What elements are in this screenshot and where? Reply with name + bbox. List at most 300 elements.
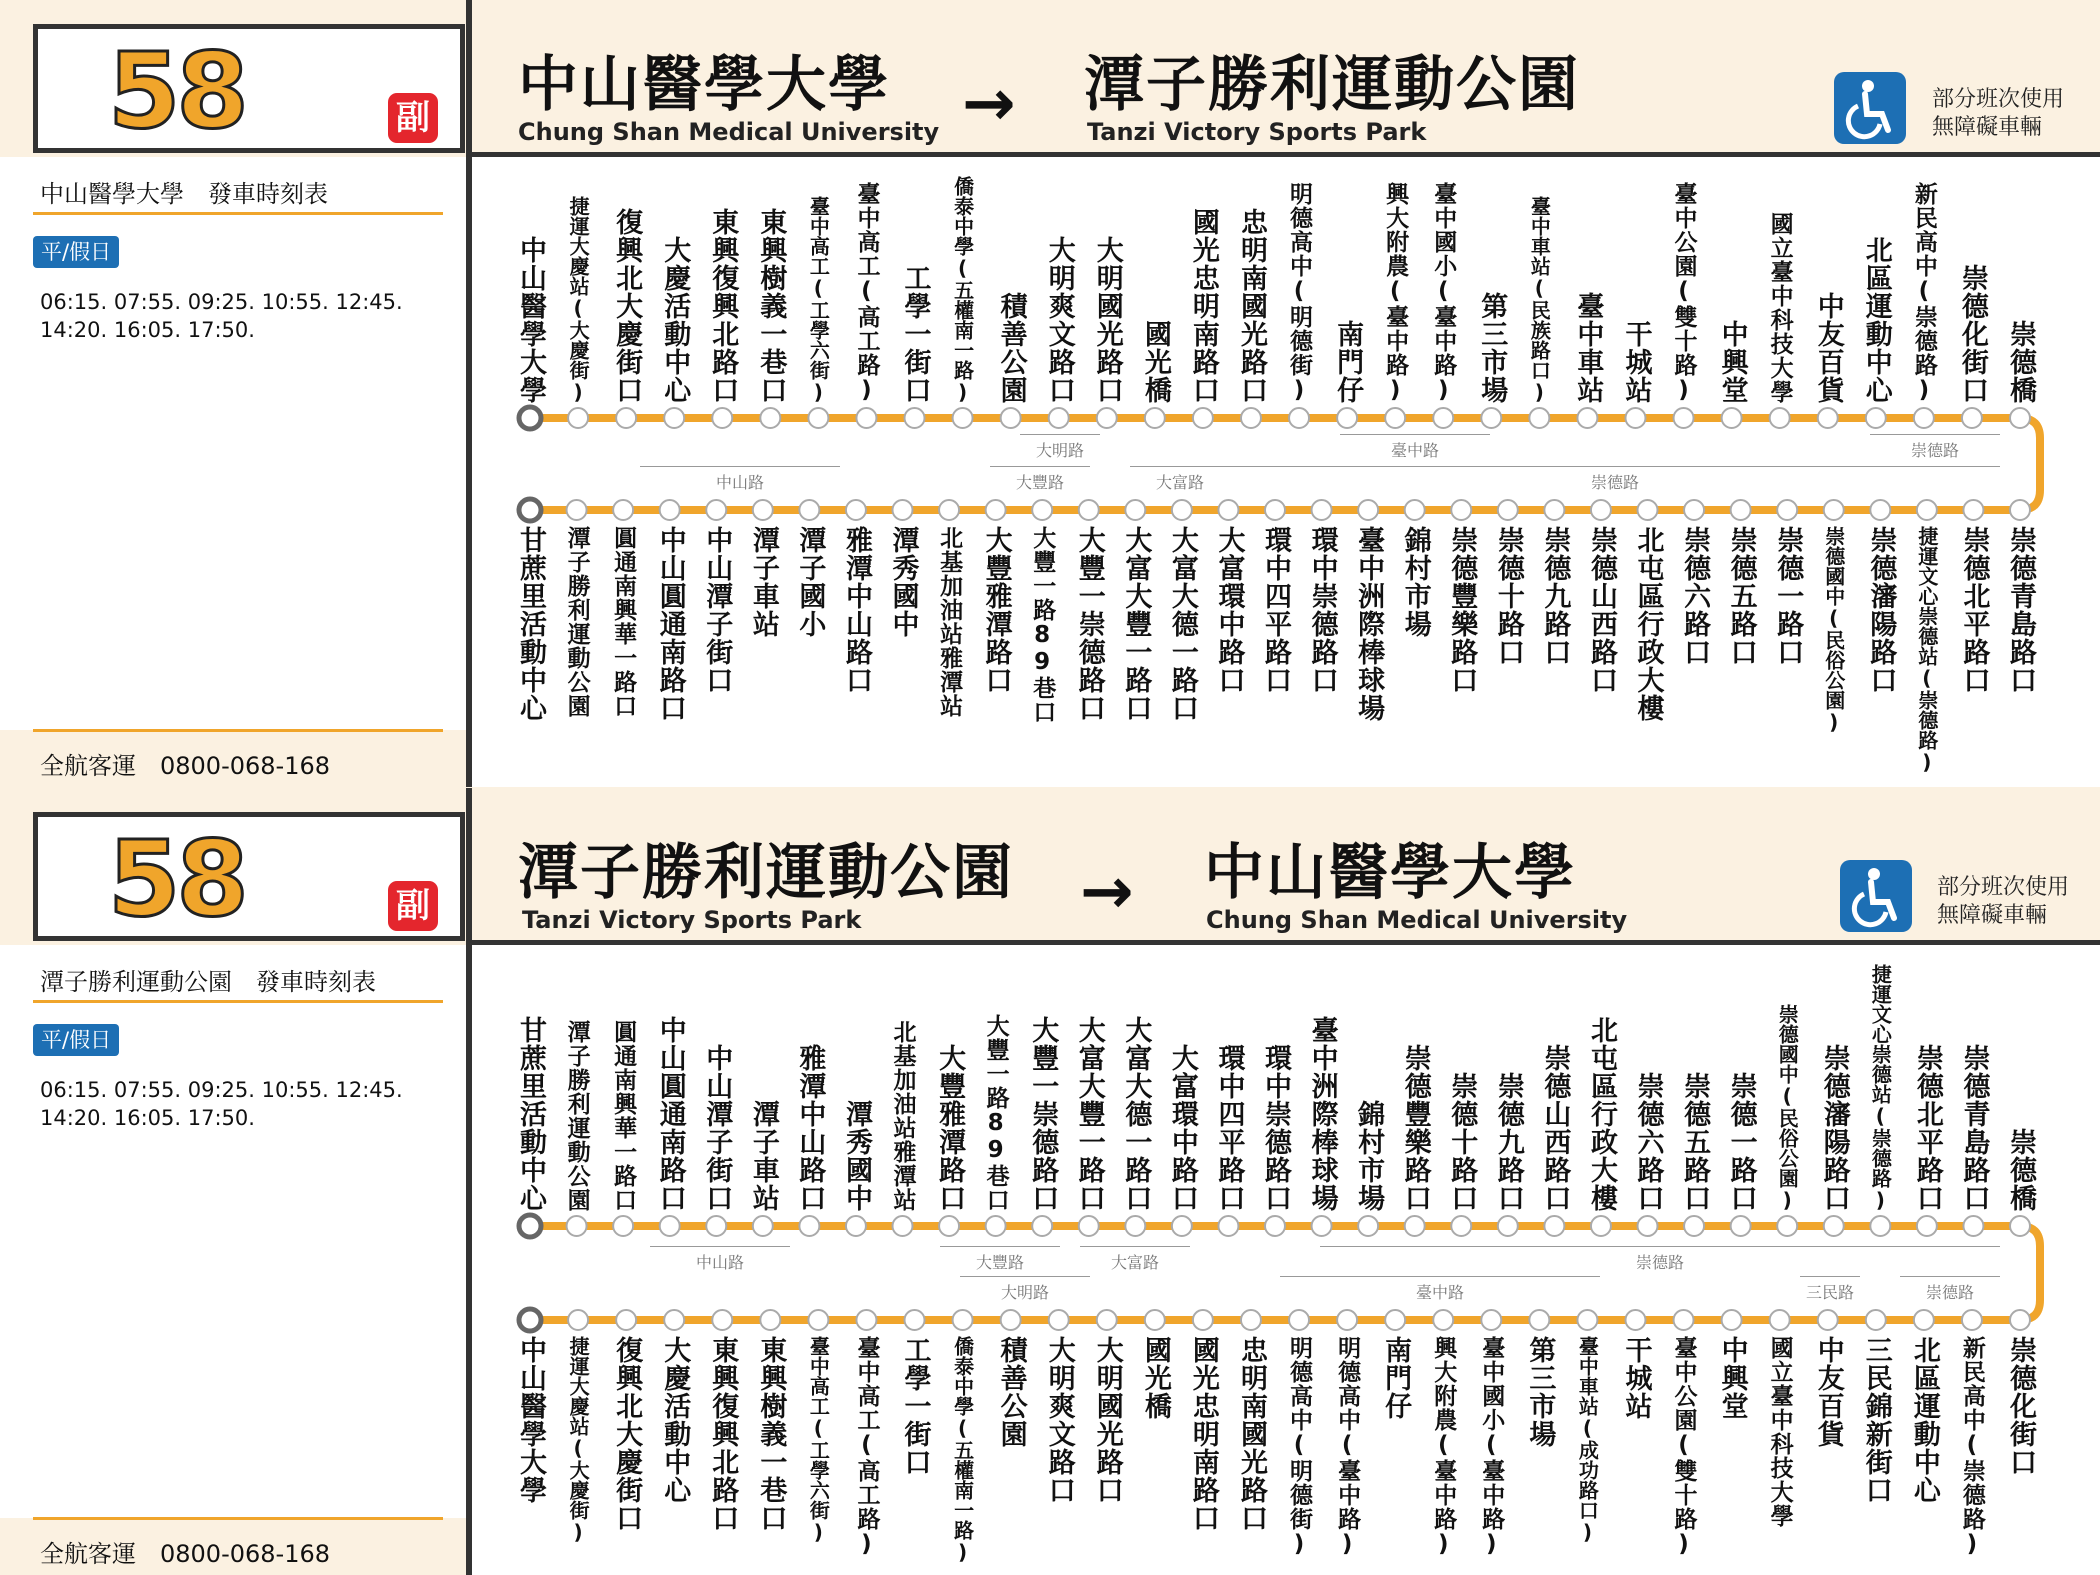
bottom-stop-marker [1684, 500, 1704, 520]
bottom-stop-name: 大慶活動中心 [659, 1336, 691, 1504]
bottom-stop-marker [1638, 500, 1658, 520]
bottom-stop-name: 甘蔗里活動中心 [515, 526, 546, 722]
top-stop-marker [1337, 408, 1357, 428]
bottom-stop-name: 興大附農(臺中路) [1430, 1336, 1457, 1558]
top-stop-marker [1824, 1216, 1844, 1236]
bottom-stop-marker [905, 1310, 925, 1330]
bottom-stop-name: 崇德北平路口 [1958, 526, 1990, 694]
bottom-stop-marker [660, 500, 680, 520]
day-type-tag: 平/假日 [33, 1024, 119, 1056]
top-stop-name: 崇德六路口 [1632, 1072, 1664, 1212]
top-stop-name: 大豐雅潭路口 [934, 1044, 966, 1212]
top-stop-marker [567, 1216, 587, 1236]
bottom-stop-name: 崇德化街口 [2005, 1336, 2036, 1476]
bottom-stop-marker [1963, 500, 1983, 520]
times-line-2: 14:20. 16:05. 17:50. [40, 1106, 255, 1130]
top-stop-name: 崇德北平路口 [1911, 1044, 1943, 1212]
top-stop-name: 大富大豐一路口 [1073, 1016, 1105, 1212]
bottom-stop-name: 臺中車站(成功路口) [1575, 1336, 1600, 1544]
top-stop-name: 積善公園 [995, 292, 1027, 404]
top-stop-name: 崇德五路口 [1679, 1072, 1711, 1212]
top-stop-name: 新民高中(崇德路) [1910, 182, 1937, 404]
top-stop-name: 大富大德一路口 [1120, 1016, 1152, 1212]
top-stop-marker [1049, 408, 1069, 428]
times-line-2: 14:20. 16:05. 17:50. [40, 318, 255, 342]
top-stop-marker [846, 1216, 866, 1236]
bottom-stop-name: 大豐雅潭路口 [980, 526, 1012, 694]
bottom-stop-marker [760, 1310, 780, 1330]
bottom-stop-name: 大明爽文路口 [1043, 1336, 1075, 1504]
bottom-stop-marker [1358, 500, 1378, 520]
road-segment-label: 大豐路 [972, 1250, 1028, 1273]
top-stop-marker [760, 408, 780, 428]
bottom-stop-marker [1777, 500, 1797, 520]
top-stop-name: 捷運大慶站(大慶街) [566, 196, 591, 404]
top-stop-name: 忠明南國光路口 [1235, 208, 1267, 404]
bottom-stop-name: 潭子車站 [747, 526, 779, 638]
top-stop-marker [1433, 408, 1453, 428]
top-stop-name: 崇德十路口 [1446, 1072, 1478, 1212]
bottom-stop-name: 中山潭子街口 [701, 526, 733, 694]
road-segment-label: 崇德路 [1907, 438, 1963, 461]
top-stop-name: 錦村市場 [1353, 1100, 1385, 1212]
bottom-stop-marker [1451, 500, 1471, 520]
bottom-stop-marker [1962, 1310, 1982, 1330]
top-stop-name: 僑泰中學(五權南一路) [950, 176, 975, 404]
bottom-stop-marker [1529, 1310, 1549, 1330]
top-stop-marker [519, 1215, 541, 1237]
bottom-stop-marker [1125, 500, 1145, 520]
top-stop-marker [1032, 1216, 1052, 1236]
bottom-stop-marker [1914, 1310, 1934, 1330]
top-stop-name: 第三市場 [1476, 292, 1508, 404]
top-stop-marker [1385, 408, 1405, 428]
top-stop-name: 大慶活動中心 [659, 236, 691, 404]
origin-title: 潭子勝利運動公園 [518, 838, 1014, 908]
origin-title-en: Chung Shan Medical University [518, 118, 940, 146]
bottom-stop-marker [808, 1310, 828, 1330]
top-stop-marker [1289, 408, 1309, 428]
top-stop-marker [1498, 1216, 1518, 1236]
bottom-stop-marker [1265, 500, 1285, 520]
bottom-stop-marker [519, 499, 541, 521]
top-stop-marker [1079, 1216, 1099, 1236]
top-stop-marker [1818, 408, 1838, 428]
top-stop-name: 臺中車站 [1572, 292, 1604, 404]
bottom-stop-marker [616, 1310, 636, 1330]
top-stop-name: 興大附農(臺中路) [1382, 182, 1409, 404]
top-stop-name: 東興復興北路口 [707, 208, 739, 404]
bottom-stop-marker [856, 1310, 876, 1330]
top-stop-marker [1241, 408, 1261, 428]
top-stop-marker [1312, 1216, 1332, 1236]
bottom-stop-name: 工學一街口 [899, 1336, 931, 1476]
bottom-stop-name: 北屯區行政大樓 [1632, 526, 1664, 722]
route-line [530, 418, 2040, 510]
bottom-stop-name: 大富大德一路口 [1166, 526, 1198, 722]
top-stop-marker [1963, 1216, 1983, 1236]
top-stop-marker [616, 408, 636, 428]
bottom-stop-name: 臺中國小(臺中路) [1478, 1336, 1505, 1558]
bottom-stop-name: 崇德山西路口 [1585, 526, 1617, 694]
bottom-stop-name: 大豐一路89巷口 [1029, 526, 1056, 724]
bottom-stop-name: 潭子國小 [794, 526, 826, 638]
top-stop-marker [1777, 1216, 1797, 1236]
top-stop-marker [953, 408, 973, 428]
bottom-stop-name: 第三市場 [1524, 1336, 1556, 1448]
top-stop-name: 甘蔗里活動中心 [515, 1016, 546, 1212]
top-stop-marker [519, 407, 541, 429]
top-stop-name: 中山醫學大學 [515, 236, 546, 404]
top-stop-marker [1172, 1216, 1192, 1236]
top-stop-name: 中興堂 [1716, 320, 1748, 404]
route-panel-2 [0, 788, 2100, 1575]
bottom-stop-name: 國光橋 [1139, 1336, 1171, 1420]
bottom-stop-name: 中山圓通南路口 [654, 526, 686, 722]
bottom-stop-name: 大豐一崇德路口 [1073, 526, 1105, 722]
top-stop-marker [1481, 408, 1501, 428]
bottom-stop-marker [2010, 1310, 2030, 1330]
bottom-stop-marker [568, 1310, 588, 1330]
top-stop-marker [1358, 1216, 1378, 1236]
times-line-1: 06:15. 07:55. 09:25. 10:55. 12:45. [40, 1078, 403, 1102]
bottom-stop-marker [1625, 1310, 1645, 1330]
bottom-stop-marker [1097, 1310, 1117, 1330]
top-stop-marker [986, 1216, 1006, 1236]
top-stop-marker [1145, 408, 1165, 428]
bottom-stop-name: 環中四平路口 [1260, 526, 1291, 694]
top-stop-name: 臺中高工(工學六街) [806, 196, 831, 404]
top-stop-name: 臺中公園(雙十路) [1670, 182, 1697, 404]
top-stop-marker [568, 408, 588, 428]
bottom-stop-name: 雅潭中山路口 [840, 526, 872, 694]
bottom-stop-name: 大富環中路口 [1213, 526, 1245, 694]
top-stop-marker [1125, 1216, 1145, 1236]
bottom-stop-marker [1289, 1310, 1309, 1330]
bottom-stop-marker [1172, 500, 1192, 520]
top-stop-marker [799, 1216, 819, 1236]
top-stop-name: 大豐一路89巷口 [982, 1014, 1009, 1212]
bottom-stop-name: 東興樹義一巷口 [755, 1336, 787, 1532]
top-stop-name: 東興樹義一巷口 [755, 208, 787, 404]
bottom-stop-name: 臺中高工(高工路) [853, 1336, 880, 1558]
route-number: 58 [108, 30, 245, 152]
top-stop-name: 潭子勝利運動公園 [563, 1020, 590, 1212]
bottom-stop-name: 崇德十路口 [1492, 526, 1524, 666]
bottom-stop-name: 潭秀國中 [887, 526, 919, 638]
top-stop-name: 崇德豐樂路口 [1399, 1044, 1431, 1212]
bottom-stop-marker [1870, 500, 1890, 520]
bottom-stop-marker [953, 1310, 973, 1330]
road-segment-label: 崇德路 [1922, 1280, 1978, 1303]
destination-title: 中山醫學大學 [1204, 838, 1576, 908]
top-stop-name: 南門仔 [1332, 320, 1364, 404]
bottom-stop-marker [1591, 500, 1611, 520]
bottom-stop-marker [799, 500, 819, 520]
bottom-stop-name: 僑泰中學(五權南一路) [950, 1336, 975, 1564]
bottom-stop-marker [1818, 1310, 1838, 1330]
top-stop-marker [706, 1216, 726, 1236]
destination-title-en: Chung Shan Medical University [1206, 906, 1628, 934]
top-stop-marker [1638, 1216, 1658, 1236]
top-stop-marker [1870, 1216, 1890, 1236]
sub-route-badge: 副 [388, 881, 438, 931]
top-stop-name: 臺中洲際棒球場 [1306, 1016, 1338, 1212]
top-stop-name: 臺中國小(臺中路) [1430, 182, 1457, 404]
direction-arrow-icon: → [1080, 855, 1134, 929]
bottom-stop-marker [893, 500, 913, 520]
origin-title-en: Tanzi Victory Sports Park [522, 906, 862, 934]
bottom-stop-marker [2010, 500, 2030, 520]
times-line-1: 06:15. 07:55. 09:25. 10:55. 12:45. [40, 290, 403, 314]
top-stop-marker [808, 408, 828, 428]
bottom-stop-marker [1544, 500, 1564, 520]
bottom-stop-marker [1079, 500, 1099, 520]
route-line-svg [0, 788, 2100, 1575]
road-segment-label: 臺中路 [1412, 1280, 1468, 1303]
bottom-stop-marker [1241, 1310, 1261, 1330]
road-segment-label: 崇德路 [1587, 470, 1643, 493]
road-segment-label: 中山路 [692, 1250, 748, 1273]
bottom-stop-marker [519, 1309, 541, 1331]
bottom-stop-name: 明德高中(臺中路) [1334, 1336, 1361, 1558]
top-stop-marker [1625, 408, 1645, 428]
top-stop-marker [613, 1216, 633, 1236]
top-stop-name: 大豐一崇德路口 [1027, 1016, 1059, 1212]
bottom-stop-name: 圓通南興華一路口 [610, 526, 637, 718]
top-stop-name: 國光忠明南路口 [1187, 208, 1219, 404]
route-line-svg [0, 0, 2100, 787]
top-stop-name: 崇德山西路口 [1539, 1044, 1571, 1212]
route-panel-1 [0, 0, 2100, 787]
bottom-stop-marker [1917, 500, 1937, 520]
top-stop-name: 北屯區行政大樓 [1585, 1016, 1617, 1212]
top-stop-marker [753, 1216, 773, 1236]
bottom-stop-name: 忠明南國光路口 [1235, 1336, 1267, 1532]
top-stop-name: 臺中高工(高工路) [853, 182, 880, 404]
bottom-stop-name: 東興復興北路口 [707, 1336, 739, 1532]
accessibility-note: 部分班次使用 無障礙車輛 [1932, 87, 2065, 140]
top-stop-marker [712, 408, 732, 428]
top-stop-marker [660, 1216, 680, 1236]
top-stop-name: 中友百貨 [1812, 292, 1844, 404]
bottom-stop-marker [986, 500, 1006, 520]
bottom-stop-name: 明德高中(明德街) [1286, 1336, 1313, 1558]
top-stop-name: 工學一街口 [899, 264, 931, 404]
top-stop-name: 崇德九路口 [1492, 1072, 1524, 1212]
top-stop-marker [1544, 1216, 1564, 1236]
bottom-stop-name: 積善公園 [995, 1336, 1027, 1448]
bottom-stop-name: 北基加油站雅潭站 [936, 526, 963, 718]
day-type-tag: 平/假日 [33, 236, 119, 268]
accessibility-note: 部分班次使用 無障礙車輛 [1937, 875, 2070, 928]
top-stop-name: 環中四平路口 [1213, 1044, 1245, 1212]
bottom-stop-name: 崇德豐樂路口 [1446, 526, 1478, 694]
top-stop-marker [1218, 1216, 1238, 1236]
bottom-stop-name: 臺中公園(雙十路) [1670, 1336, 1697, 1558]
top-stop-name: 國立臺中科技大學 [1766, 212, 1793, 404]
top-stop-marker [1674, 408, 1694, 428]
top-stop-name: 雅潭中山路口 [794, 1044, 826, 1212]
top-stop-marker [1917, 1216, 1937, 1236]
road-segment-label: 三民路 [1802, 1280, 1858, 1303]
bottom-stop-name: 崇德一路口 [1772, 526, 1804, 666]
top-stop-marker [1451, 1216, 1471, 1236]
bottom-stop-marker [1866, 1310, 1886, 1330]
top-stop-marker [1405, 1216, 1425, 1236]
destination-title: 潭子勝利運動公園 [1084, 50, 1580, 120]
bottom-stop-name: 北區運動中心 [1908, 1336, 1940, 1504]
bottom-stop-marker [1770, 1310, 1790, 1330]
bottom-stop-marker [1218, 500, 1238, 520]
top-stop-name: 北區運動中心 [1860, 236, 1892, 404]
bottom-stop-marker [1433, 1310, 1453, 1330]
road-segment-label: 大富路 [1152, 470, 1208, 493]
schedule-title: 中山醫學大學 發車時刻表 [40, 180, 328, 208]
operator-contact: 全航客運 0800-068-168 [40, 1540, 331, 1568]
bottom-stop-marker [1405, 500, 1425, 520]
bottom-stop-marker [1312, 500, 1332, 520]
bottom-stop-marker [939, 500, 959, 520]
top-stop-marker [1731, 1216, 1751, 1236]
top-stop-name: 潭秀國中 [840, 1100, 872, 1212]
bottom-stop-name: 崇德國中(民俗公園) [1821, 526, 1846, 734]
top-stop-name: 中山圓通南路口 [654, 1016, 686, 1212]
bottom-stop-name: 中友百貨 [1812, 1336, 1844, 1448]
bottom-stop-name: 潭子勝利運動公園 [563, 526, 590, 718]
top-stop-marker [939, 1216, 959, 1236]
top-stop-marker [1914, 408, 1934, 428]
bottom-stop-name: 國立臺中科技大學 [1766, 1336, 1793, 1528]
bottom-stop-name: 中興堂 [1716, 1336, 1748, 1420]
direction-arrow-icon: → [962, 67, 1016, 141]
top-stop-marker [1097, 408, 1117, 428]
top-stop-marker [2010, 408, 2030, 428]
bottom-stop-name: 三民錦新街口 [1860, 1336, 1892, 1504]
top-stop-marker [664, 408, 684, 428]
top-stop-name: 大明國光路口 [1091, 236, 1123, 404]
bottom-stop-marker [1577, 1310, 1597, 1330]
top-stop-name: 崇德橋 [2005, 1128, 2036, 1212]
bottom-stop-name: 錦村市場 [1399, 526, 1431, 638]
origin-title: 中山醫學大學 [518, 50, 890, 120]
bottom-stop-name: 崇德青島路口 [2005, 526, 2036, 694]
top-stop-marker [1591, 1216, 1611, 1236]
top-stop-name: 北基加油站雅潭站 [889, 1020, 916, 1212]
top-stop-name: 國光橋 [1139, 320, 1171, 404]
bottom-stop-name: 崇德瀋陽路口 [1865, 526, 1897, 694]
bottom-stop-marker [1032, 500, 1052, 520]
bottom-stop-name: 崇德六路口 [1679, 526, 1711, 666]
top-stop-name: 復興北大慶街口 [611, 208, 643, 404]
top-stop-marker [1265, 1216, 1285, 1236]
bottom-stop-marker [1145, 1310, 1165, 1330]
bottom-stop-marker [1674, 1310, 1694, 1330]
bottom-stop-marker [613, 500, 633, 520]
bottom-stop-name: 復興北大慶街口 [611, 1336, 643, 1532]
top-stop-marker [1684, 1216, 1704, 1236]
route-number: 58 [108, 818, 245, 940]
bottom-stop-name: 捷運文心崇德站(崇德路) [1914, 526, 1939, 774]
bottom-stop-marker [1731, 500, 1751, 520]
bottom-stop-marker [1498, 500, 1518, 520]
bottom-stop-marker [1824, 500, 1844, 520]
bottom-stop-name: 中山醫學大學 [515, 1336, 546, 1504]
bottom-stop-marker [1337, 1310, 1357, 1330]
top-stop-name: 環中崇德路口 [1260, 1044, 1291, 1212]
top-stop-name: 捷運文心崇德站(崇德路) [1868, 964, 1893, 1212]
bottom-stop-name: 南門仔 [1380, 1336, 1412, 1420]
schedule-title: 潭子勝利運動公園 發車時刻表 [40, 968, 376, 996]
top-stop-name: 崇德國中(民俗公園) [1775, 1004, 1800, 1212]
bottom-stop-marker [1385, 1310, 1405, 1330]
bottom-stop-name: 國光忠明南路口 [1187, 1336, 1219, 1532]
top-stop-marker [905, 408, 925, 428]
bottom-stop-marker [1001, 1310, 1021, 1330]
bottom-stop-name: 崇德九路口 [1539, 526, 1571, 666]
top-stop-marker [1866, 408, 1886, 428]
bottom-stop-marker [567, 500, 587, 520]
bottom-stop-name: 干城站 [1620, 1336, 1652, 1420]
top-stop-marker [1529, 408, 1549, 428]
bottom-stop-name: 大富大豐一路口 [1120, 526, 1152, 722]
top-stop-name: 崇德瀋陽路口 [1818, 1044, 1850, 1212]
bottom-stop-name: 環中崇德路口 [1306, 526, 1338, 694]
bottom-stop-marker [846, 500, 866, 520]
bottom-stop-name: 臺中洲際棒球場 [1353, 526, 1385, 722]
top-stop-marker [1770, 408, 1790, 428]
top-stop-marker [1577, 408, 1597, 428]
top-stop-name: 圓通南興華一路口 [610, 1020, 637, 1212]
top-stop-name: 潭子車站 [747, 1100, 779, 1212]
top-stop-name: 干城站 [1620, 320, 1652, 404]
top-stop-name: 大明爽文路口 [1043, 236, 1075, 404]
bottom-stop-marker [1481, 1310, 1501, 1330]
bottom-stop-marker [664, 1310, 684, 1330]
destination-title-en: Tanzi Victory Sports Park [1087, 118, 1427, 146]
top-stop-marker [893, 1216, 913, 1236]
bottom-stop-marker [712, 1310, 732, 1330]
operator-contact: 全航客運 0800-068-168 [40, 752, 331, 780]
road-segment-label: 大明路 [1032, 438, 1088, 461]
bottom-stop-marker [1722, 1310, 1742, 1330]
top-stop-marker [1962, 408, 1982, 428]
top-stop-name: 崇德青島路口 [1958, 1044, 1990, 1212]
bottom-stop-marker [753, 500, 773, 520]
bottom-stop-name: 新民高中(崇德路) [1958, 1336, 1985, 1558]
top-stop-marker [1001, 408, 1021, 428]
top-stop-marker [1193, 408, 1213, 428]
bottom-stop-name: 捷運大慶站(大慶街) [566, 1336, 591, 1544]
top-stop-name: 崇德橋 [2005, 320, 2036, 404]
top-stop-name: 中山潭子街口 [701, 1044, 733, 1212]
top-stop-name: 明德高中(明德街) [1286, 182, 1313, 404]
road-segment-label: 大富路 [1107, 1250, 1163, 1273]
road-segment-label: 大豐路 [1012, 470, 1068, 493]
bottom-stop-marker [1193, 1310, 1213, 1330]
top-stop-name: 大富環中路口 [1166, 1044, 1198, 1212]
top-stop-name: 崇德一路口 [1725, 1072, 1757, 1212]
bottom-stop-name: 臺中高工(工學六街) [806, 1336, 831, 1544]
bottom-stop-name: 大明國光路口 [1091, 1336, 1123, 1504]
top-stop-name: 臺中車站(民族路口) [1527, 196, 1552, 404]
sub-route-badge: 副 [388, 93, 438, 143]
road-segment-label: 臺中路 [1387, 438, 1443, 461]
top-stop-marker [856, 408, 876, 428]
bottom-stop-marker [706, 500, 726, 520]
route-line [530, 1226, 2040, 1320]
top-stop-name: 崇德化街口 [1956, 264, 1988, 404]
